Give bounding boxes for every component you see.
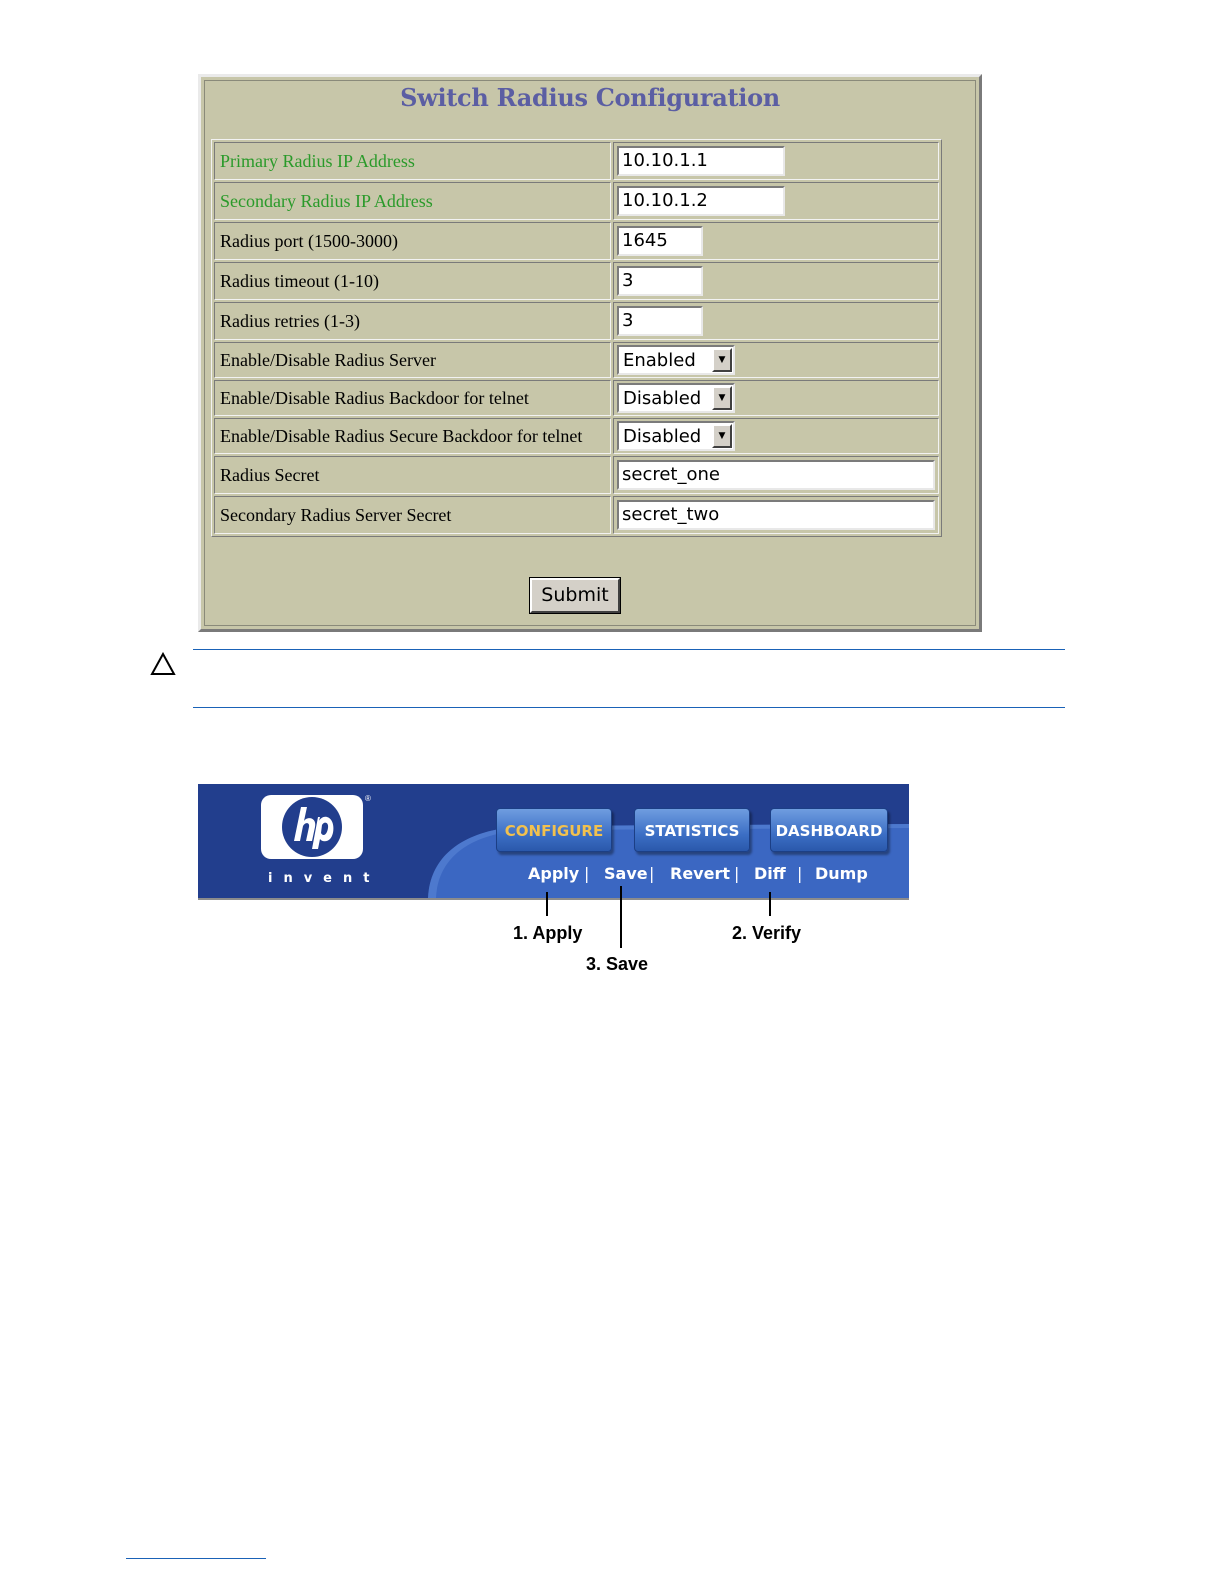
primary-ip-label: Primary Radius IP Address (214, 142, 611, 180)
radius-config-table (211, 139, 942, 537)
radius-server-label: Enable/Disable Radius Server (214, 342, 611, 378)
apply-link[interactable]: Apply (528, 864, 580, 883)
save-link[interactable]: Save (604, 864, 648, 883)
logo-tagline: invent (268, 871, 381, 886)
warning-triangle-icon (150, 652, 176, 676)
tab-statistics[interactable]: STATISTICS (634, 808, 750, 852)
revert-link[interactable]: Revert (670, 864, 730, 883)
secondary-ip-label: Secondary Radius IP Address (214, 182, 611, 220)
save-callout: 3. Save (586, 954, 649, 974)
radius-port-input[interactable]: 1645 (617, 226, 703, 256)
radius-secret-label: Radius Secret (214, 456, 611, 494)
radius-backdoor-label: Enable/Disable Radius Backdoor for telnet (214, 380, 611, 416)
secondary-secret-input[interactable]: secret_two (617, 500, 935, 530)
secondary-secret-label: Secondary Radius Server Secret (214, 496, 611, 534)
tab-dashboard[interactable]: DASHBOARD (770, 808, 888, 852)
caution-bottom-rule (193, 707, 1065, 708)
verify-callout-line (769, 892, 771, 916)
chevron-down-icon[interactable]: ▼ (712, 386, 732, 410)
radius-server-select[interactable] (617, 345, 735, 375)
radius-secure-backdoor-label: Enable/Disable Radius Secure Backdoor for telnet (214, 418, 611, 454)
radius-server-value: Enabled (623, 349, 696, 371)
submit-button[interactable]: Submit (530, 578, 620, 613)
apply-callout-line (546, 892, 548, 916)
radius-retries-input[interactable]: 3 (617, 306, 703, 336)
footer-rule (126, 1558, 266, 1559)
radius-timeout-label: Radius timeout (1-10) (214, 262, 611, 300)
link-separator: | (734, 864, 740, 883)
caution-top-rule (193, 649, 1065, 650)
chevron-down-icon[interactable]: ▼ (712, 424, 732, 448)
link-separator: | (797, 864, 803, 883)
radius-retries-label: Radius retries (1-3) (214, 302, 611, 340)
hp-logo-mark (261, 795, 363, 859)
save-callout-line (620, 886, 622, 948)
radius-port-label: Radius port (1500-3000) (214, 222, 611, 260)
radius-secure-backdoor-value: Disabled (623, 425, 702, 447)
radius-timeout-input[interactable]: 3 (617, 266, 703, 296)
hp-logo-icon[interactable] (261, 795, 363, 859)
chevron-down-icon[interactable]: ▼ (712, 348, 732, 372)
hp-banner (198, 784, 909, 900)
radius-secret-input[interactable]: secret_one (617, 460, 935, 490)
dump-link[interactable]: Dump (815, 864, 868, 883)
diff-link[interactable]: Diff (754, 864, 786, 883)
primary-ip-input[interactable]: 10.10.1.1 (617, 146, 785, 176)
verify-callout: 2. Verify (732, 923, 802, 943)
tab-configure[interactable]: CONFIGURE (496, 808, 612, 852)
secondary-ip-input[interactable]: 10.10.1.2 (617, 186, 785, 216)
radius-backdoor-select[interactable] (617, 383, 735, 413)
radius-secure-backdoor-select[interactable] (617, 421, 735, 451)
trademark-icon: ® (365, 794, 371, 803)
link-separator: | (584, 864, 590, 883)
radius-config-panel (198, 74, 982, 632)
radius-backdoor-value: Disabled (623, 387, 702, 409)
page-title: Switch Radius Configuration (400, 83, 780, 112)
link-separator: | (649, 864, 655, 883)
apply-callout: 1. Apply (513, 923, 583, 943)
